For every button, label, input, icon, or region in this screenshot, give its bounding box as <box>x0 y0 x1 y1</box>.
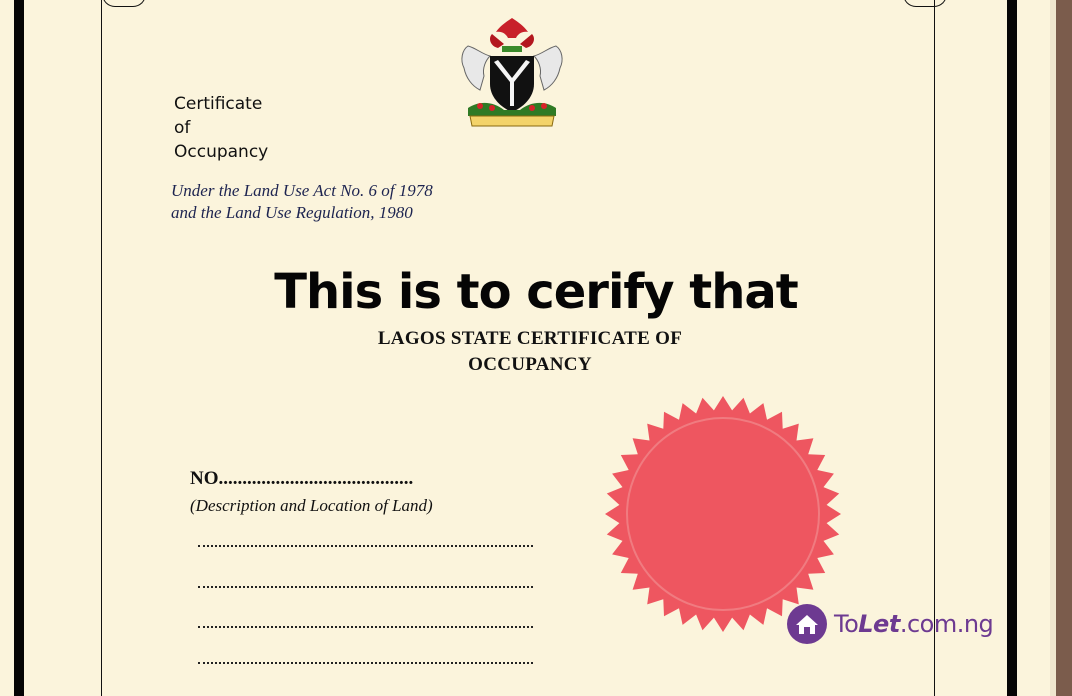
subhead-line: OCCUPANCY <box>468 354 592 375</box>
tolet-watermark <box>786 604 993 644</box>
background-strip-edge <box>1050 0 1056 696</box>
blank-line <box>198 586 533 588</box>
frame-inner-left-line <box>101 0 102 696</box>
legal-basis-text <box>171 180 491 224</box>
subhead-line: LAGOS STATE CERTIFICATE OF <box>377 328 683 349</box>
blank-line <box>198 545 533 547</box>
act-line: Under the Land Use Act No. 6 of 1978 <box>171 181 433 200</box>
frame-right-border <box>1007 0 1017 696</box>
title-line: Certificate <box>174 94 263 114</box>
title-line: of <box>174 118 191 138</box>
watermark-text-part2: Let <box>858 610 900 638</box>
frame-left-border <box>14 0 24 696</box>
watermark-text <box>834 610 993 638</box>
certificate-subheading <box>356 326 704 378</box>
certificate-title <box>174 92 284 164</box>
headline: This is to cerify that <box>274 264 798 320</box>
land-description-label: (Description and Location of Land) <box>190 496 433 515</box>
blank-line <box>198 662 533 664</box>
red-seal-icon <box>603 396 843 632</box>
watermark-text-part3: .com.ng <box>899 610 994 638</box>
title-line: Occupancy <box>174 142 269 162</box>
blank-line <box>198 626 533 628</box>
act-line: and the Land Use Regulation, 1980 <box>171 203 413 222</box>
coat-of-arms-icon <box>446 16 578 130</box>
frame-inner-right-line <box>934 0 935 696</box>
watermark-text-part1: To <box>834 610 859 638</box>
certificate-number-field: NO......................................... <box>190 468 414 489</box>
house-logo-icon <box>786 603 828 645</box>
